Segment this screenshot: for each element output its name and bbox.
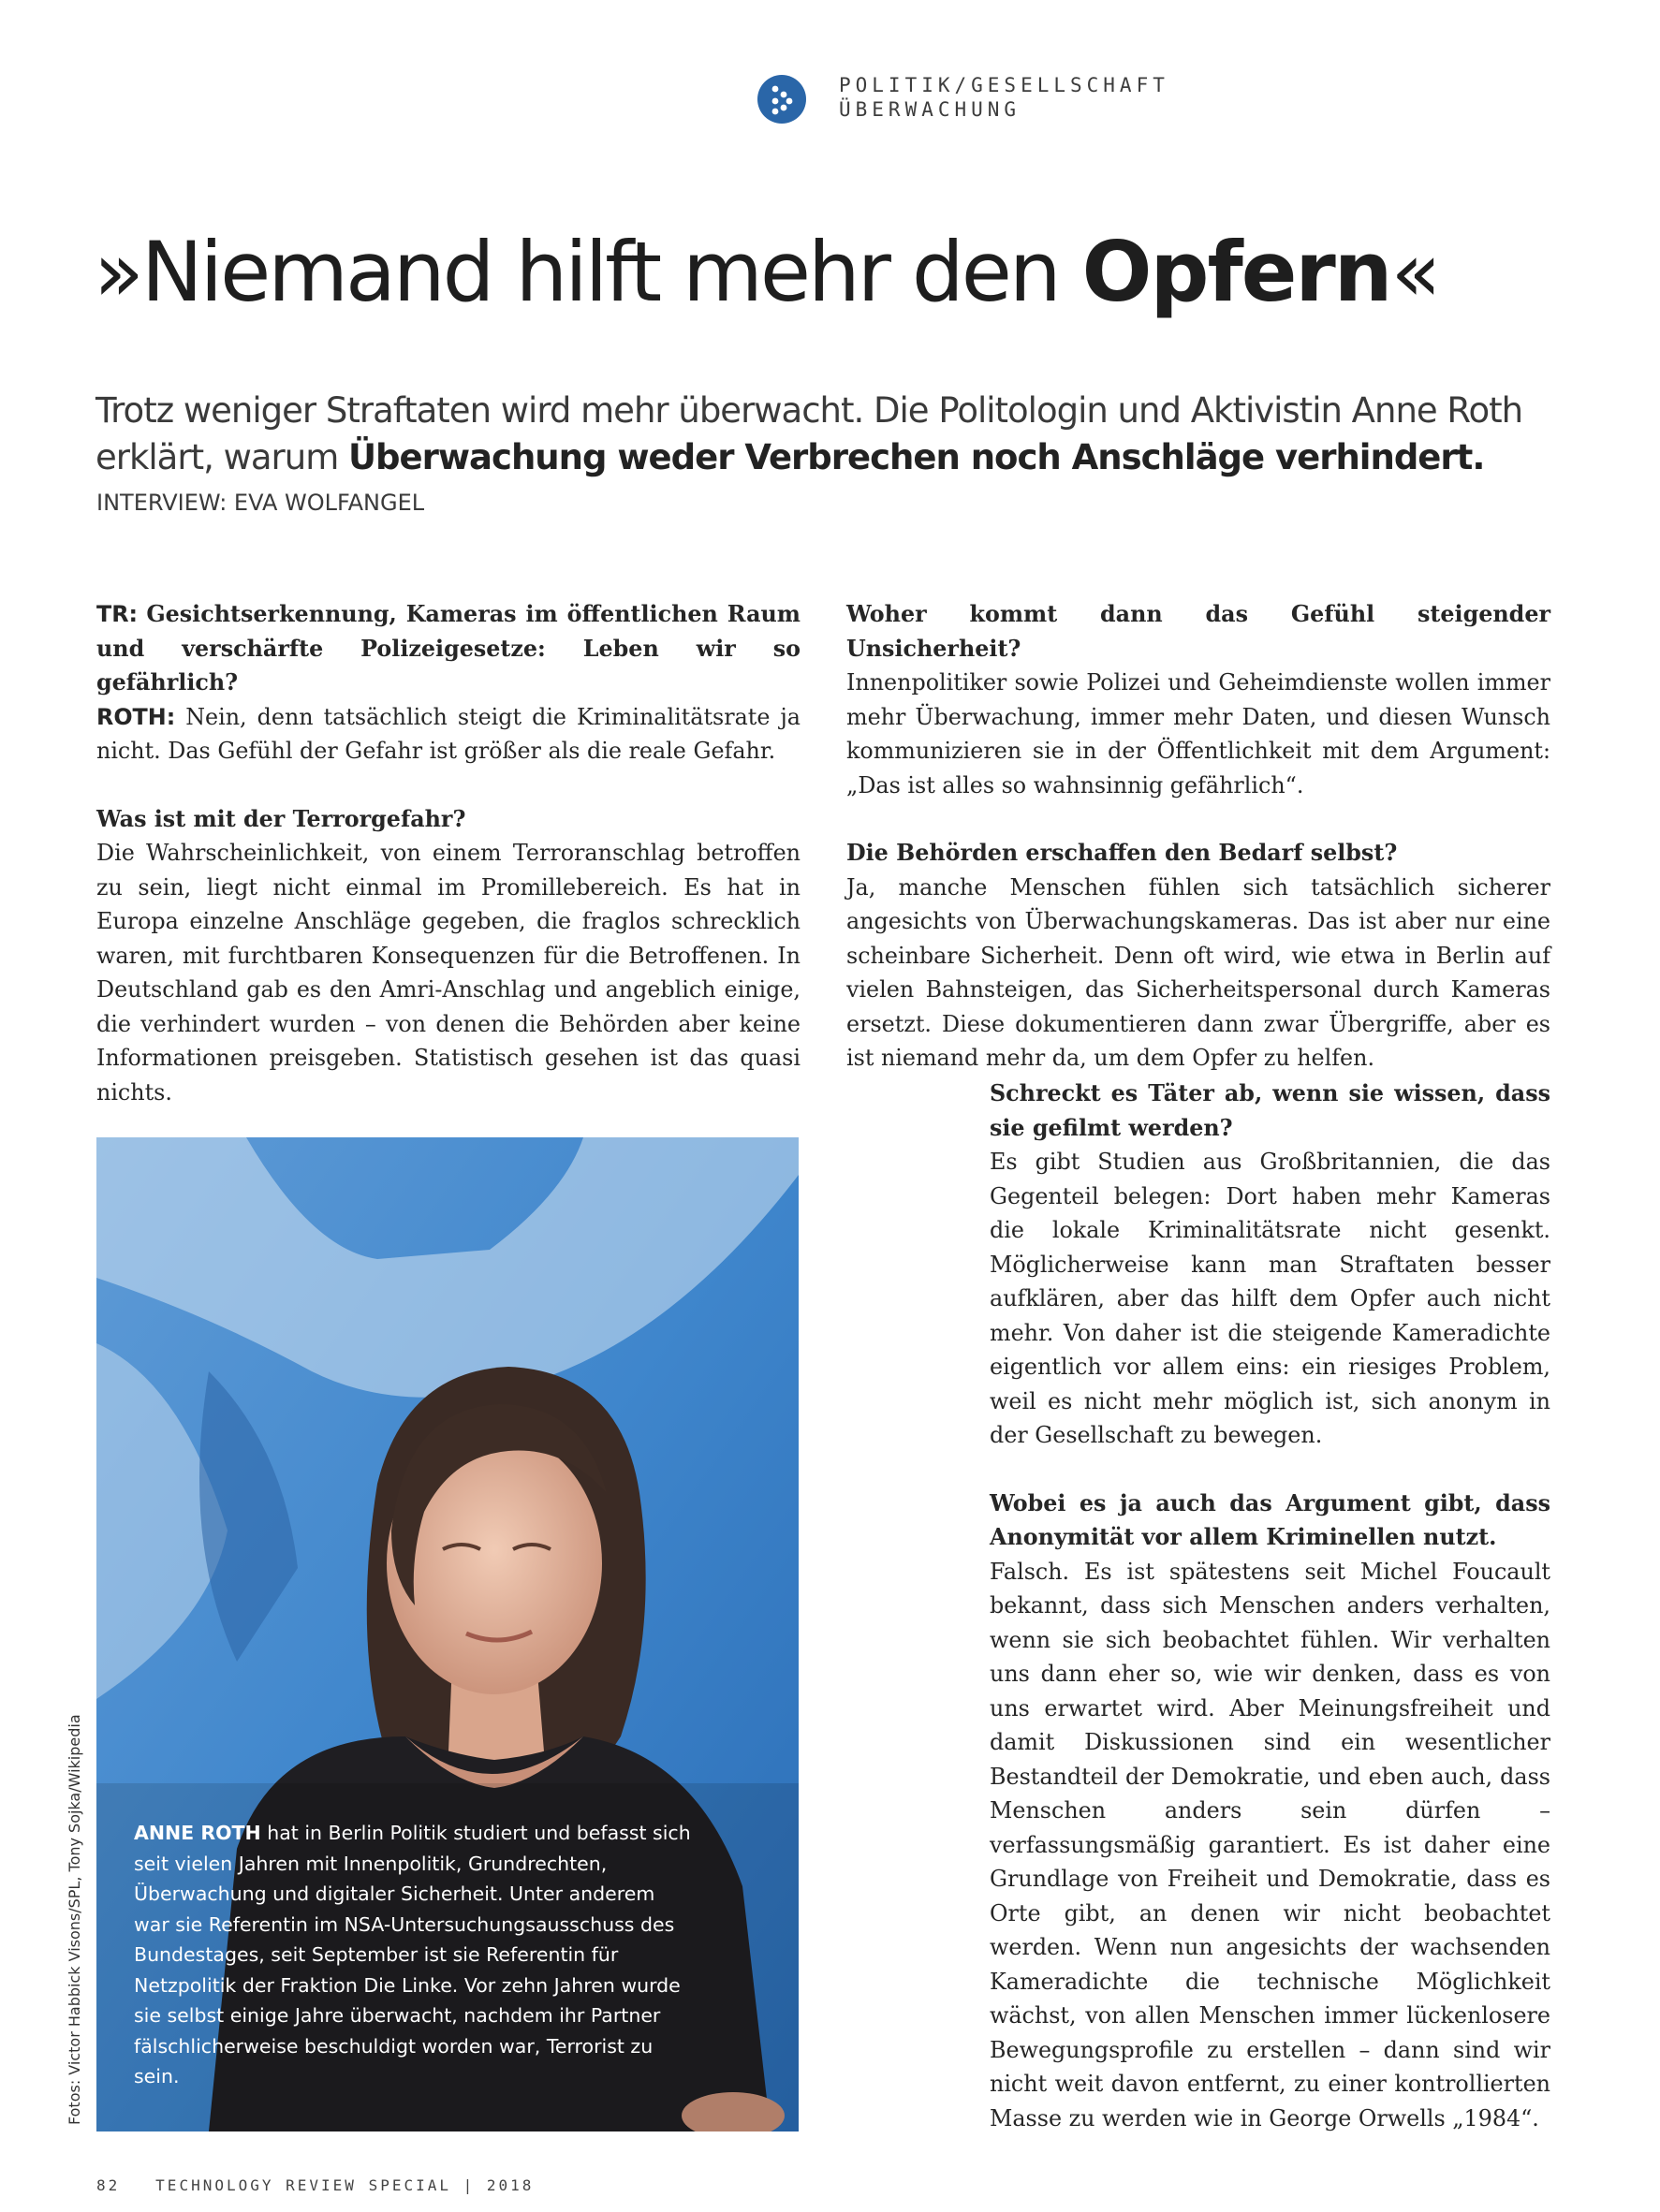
text-column-lower (990, 1077, 1550, 2169)
text-column-left (96, 597, 801, 1143)
page-footer (96, 2176, 534, 2194)
section-label: POLITIK/GESELLSCHAFT (839, 74, 1169, 96)
byline: INTERVIEW: EVA WOLFANGEL (96, 490, 425, 516)
page-number: 82 (96, 2176, 121, 2194)
qa-block: Was ist mit der Terrorgefahr? Die Wahrscheinlichkeit, von einem Terroranschlag betroffen zu sein, liegt nicht einmal im Promillebereich. Es hat in Europa einzelne Anschläge gegeben, die fraglos schrecklich waren, mit furchtbaren Konsequenzen für die Betroffenen. In Deutschland gab es den Amri-Anschlag und angeblich einige, die verhindert wurden – von denen die Behörden aber keine Informationen preisgeben. Statistisch gesehen ist das quasi nichts. (96, 805, 801, 1106)
photo-caption: ANNE ROTH hat in Berlin Politik studiert und befasst sich seit vielen Jahren mit Innenpolitik, Grundrechten, Überwachung und digitaler Sicherheit. Unter anderem war sie Referentin im NSA-Untersuchungsausschuss des Bundestages, seit September ist sie Referentin für Netzpolitik der Fraktion Die Linke. Vor zehn Jahren wurde sie selbst einige Jahre überwacht, nachdem ihr Partner fälschlicherweise beschuldigt worden war, Terrorist zu sein. (134, 1822, 691, 2087)
article-title: »Niemand hilft mehr den Opfern« (94, 224, 1439, 320)
qa-block: Die Behörden erschaffen den Bedarf selbst? Ja, manche Menschen fühlen sich tatsächlich sicherer angesichts von Überwachungskameras. Das ist aber nur eine scheinbare Sicherheit. Denn oft wird, wie etwa in Berlin auf vielen Bahnsteigen, das Sicherheitspersonal durch Kameras ersetzt. Diese dokumentieren dann zwar Übergriffe, aber es ist niemand mehr da, um dem Opfer zu helfen. (846, 840, 1550, 1071)
qa-block: TR: Gesichtserkennung, Kameras im öffentlichen Raum und verschärfte Polizeigesetze: Leben wir so gefährlich? ROTH: Nein, denn tatsächlich steigt die Kriminalitätsrate ja nicht. Das Gefühl der Gefahr ist größer als die reale Gefahr. (96, 601, 801, 764)
dots-icon (757, 75, 806, 124)
text-column-right (846, 597, 1550, 1109)
article-lead: Trotz weniger Straftaten wird mehr überwacht. Die Politologin und Aktivistin Anne Roth erklärt, warum Überwachung weder Verbrechen noch Anschläge verhindert. (95, 390, 1523, 477)
publication-name: TECHNOLOGY REVIEW SPECIAL | 2018 (155, 2176, 535, 2194)
qa-block: Wobei es ja auch das Argument gibt, dass Anonymität vor allem Kriminellen nutzt. Falsch. Es ist spätestens seit Michel Foucault bekannt, dass sich Menschen anders verhalten, wenn sie sich beobachtet fühlen. Wir verhalten uns dann eher so, wie wir denken, dass es von uns erwartet wird. Aber Meinungsfreiheit und damit Diskussionen sind ein wesentlicher Bestandteil der Demokratie, und eben auch, dass Menschen anders sein dürfen – verfassungsmäßig garantiert. Es ist daher eine Grundlage von Freiheit und Demokratie, dass es Orte gibt, an denen wir nicht beobachtet werden. Wenn nun angesichts der wachsenden Kameradichte die technische Möglichkeit wächst, von allen Menschen immer lückenlosere Bewegungsprofile zu erstellen – dann sind wir nicht weit davon entfernt, zu einer kontrollierten Masse zu werden wie in George Orwells „1984“. (990, 1489, 1550, 2131)
qa-block: Schreckt es Täter ab, wenn sie wissen, dass sie gefilmt werden? Es gibt Studien aus Großbritannien, die das Gegenteil belegen: Dort haben mehr Kameras die lokale Kriminalitätsrate nicht gesenkt. Möglicherweise kann man Straftaten besser aufklären, aber das hilft dem Opfer auch nicht mehr. Von daher ist die steigende Kameradichte eigentlich vor allem eins: ein riesiges Problem, weil es nicht mehr möglich ist, sich anonym in der Gesellschaft zu bewegen. (990, 1080, 1550, 1448)
photo-credit: Fotos: Victor Habbick Visons/SPL, Tony Sojka/Wikipedia (66, 1714, 83, 2125)
subsection-label: ÜBERWACHUNG (839, 98, 1021, 121)
qa-block: Woher kommt dann das Gefühl steigender Unsicherheit? Innenpolitiker sowie Polizei und Geheimdienste wollen immer mehr Überwachung, immer mehr Daten, und diesen Wunsch kommunizieren sie in der Öffentlichkeit mit dem Argument: „Das ist alles so wahnsinnig gefährlich“. (846, 601, 1550, 798)
